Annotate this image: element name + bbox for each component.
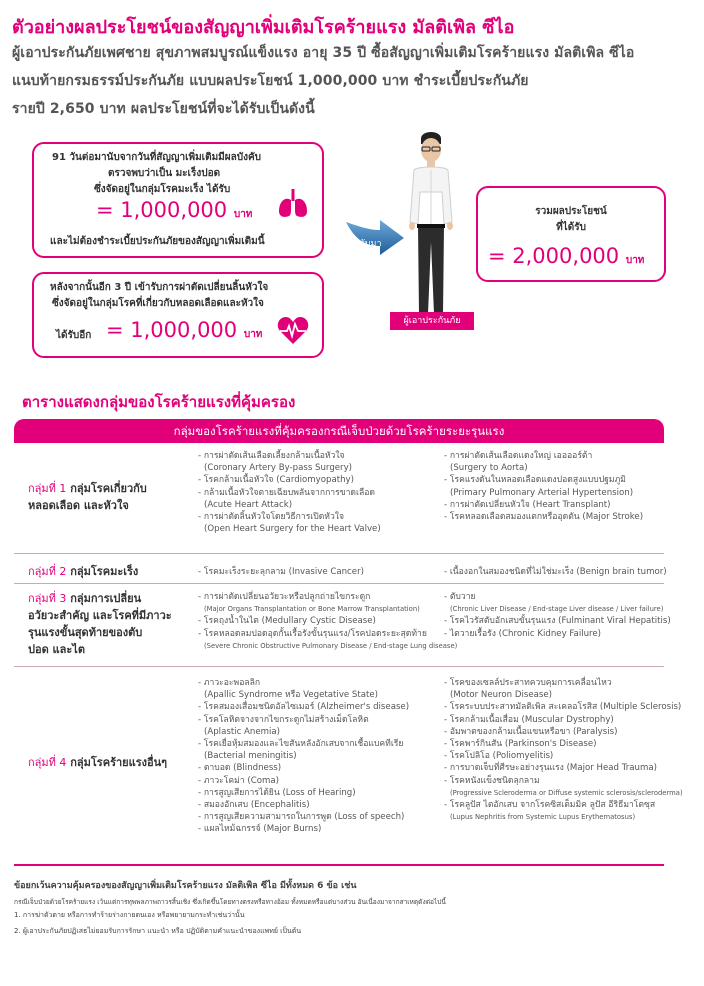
benefit2-unit: บาท <box>243 329 263 340</box>
total-amount: = 2,000,000 บาท <box>488 244 645 268</box>
benefit1-line4: และไม่ต้องชำระเบี้ยประกันภัยของสัญญาเพิ่มเติมนี้ <box>50 236 265 247</box>
intro-line-3: รายปี 2,650 บาท ผลประโยชน์ที่จะได้รับเป็นดังนี้ <box>12 101 315 117</box>
group-4-list-left: - ภาวะอะพอลลิก (Apallic Syndrome หรือ Vegetative State) - โรคสมองเสื่อมชนิดอัลไซเมอร์ (Alzheimer's disease) - โรคโลหิตจางจากไขกระดูกไม่สร้างเม็ดโลหิต (Aplastic Anemia) - โรคเยื่อหุ้มสมองและไขสันหลังอักเสบจากเชื้อแบคทีเรีย (Bacterial meningitis) - ตาบอด (Blindness) - ภาวะโคม่า (Coma) - การสูญเสียการได้ยิน (Loss of Hearing) - สมองอักเสบ (Encephalitis) - การสูญเสียความสามารถในการพูด (Loss of speech) - แผลไหม้ฉกรรจ์ (Major Burns) <box>198 678 410 835</box>
total-unit: บาท <box>625 255 645 266</box>
benefit2-line1: หลังจากนั้นอีก 3 ปี เข้ารับการผ่าตัดเปลี่ยนลิ้นหัวใจ <box>50 282 269 293</box>
group-1-list-left: - การผ่าตัดเส้นเลือดเลี้ยงกล้ามเนื้อหัวใจ (Coronary Artery By-pass Surgery) - โรคกล้ามเนื้อหัวใจ (Cardiomyopathy) - กล้ามเนื้อหัวใจตายเฉียบพลันจากการขาดเลือด (Acute Heart Attack) - การผ่าตัดลิ้นหัวใจโดยวิธีการเปิดหัวใจ (Open Heart Surgery for the Heart Valve) <box>198 451 381 535</box>
benefit2-amount: = 1,000,000 บาท <box>106 318 263 342</box>
exclusions-heading: ข้อยกเว้นความคุ้มครองของสัญญาเพิ่มเติมโรคร้ายแรง มัลติเพิล ซีไอ มีทั้งหมด 6 ข้อ เช่น <box>14 881 357 891</box>
insured-person-illustration <box>396 130 466 328</box>
benefit1-amount: = 1,000,000 บาท <box>96 198 253 222</box>
benefit1-line3: ซึ่งจัดอยู่ในกลุ่มโรคมะเร็ง ได้รับ <box>94 184 231 195</box>
total-benefit-box <box>476 186 666 282</box>
benefit-box-cancer <box>32 142 324 258</box>
group-1-list-right: - การผ่าตัดเส้นเลือดแดงใหญ่ เออออร์ต้า (Surgery to Aorta) - โรคแรงดันในหลอดเลือดแดงปอดสูงแบบปฐมภูมิ (Primary Pulmonary Arterial Hypertension) - การผ่าตัดเปลี่ยนหัวใจ (Heart Transplant) - โรคหลอดเลือดสมองแตกหรืออุดตัน (Major Stroke) <box>444 451 644 523</box>
group-4-name: กลุ่มที่ 4 กลุ่มโรคร้ายแรงอื่นๆ <box>28 756 168 769</box>
group-2-list-left: - โรคมะเร็งระยะลุกลาม (Invasive Cancer) <box>198 567 364 577</box>
insured-label: ผู้เอาประกันภัย <box>390 312 474 330</box>
group-2-list-right: - เนื้องอกในสมองชนิดที่ไม่ใช่มะเร็ง (Benign brain tumor) <box>444 567 667 577</box>
divider <box>14 583 664 584</box>
benefit1-line1: 91 วันต่อมานับจากวันที่สัญญาเพิ่มเติมมีผลบังคับ <box>52 152 262 163</box>
table-header: กลุ่มของโรคร้ายแรงที่คุ้มครองกรณีเจ็บป่วยด้วยโรคร้ายระยะรุนแรง <box>14 419 664 443</box>
benefit1-line2: ตรวจพบว่าเป็น มะเร็งปอด <box>108 168 221 179</box>
exclusion-item: 1. การฆ่าตัวตาย หรือการทำร้ายร่างกายตนเอง หรือพยายามกระทำเช่นว่านั้น <box>14 911 245 919</box>
total-line1: รวมผลประโยชน์ <box>535 206 607 217</box>
group-3-list-right: - ตับวาย (Chronic Liver Disease / End-stage Liver disease / Liver failure) - โรคไวรัสตับอักเสบขั้นรุนแรง (Fulminant Viral Hepatitis) - ไตวายเรื้อรัง (Chronic Kidney Failure) <box>444 592 671 639</box>
benefit2-line2: ซึ่งจัดอยู่ในกลุ่มโรคที่เกี่ยวกับหลอดเลือดและหัวใจ <box>52 298 264 309</box>
group-2-name: กลุ่มที่ 2 กลุ่มโรคมะเร็ง <box>28 565 139 578</box>
group-3-name: กลุ่มที่ 3 กลุ่มการเปลี่ยน อวัยวะสำคัญ และโรคที่มีภาวะ รุนแรงขั้นสุดท้ายของตับ ปอด และไต <box>28 592 172 656</box>
intro-line-2: แนบท้ายกรมธรรม์ประกันภัย แบบผลประโยชน์ 1,000,000 บาท ชำระเบี้ยประกันภัย <box>12 73 529 89</box>
benefit1-unit: บาท <box>233 209 253 220</box>
lungs-icon <box>276 186 310 220</box>
total-line2: ที่ได้รับ <box>556 222 586 233</box>
group-4-list-right: - โรคของเซลล์ประสาทควบคุมการเคลื่อนไหว (Motor Neuron Disease) - โรคระบบประสาทมัลติเพิล สะเคลอโรสิส (Multiple Sclerosis) - โรคกล้ามเนื้อเสื่อม (Muscular Dystrophy) - อัมพาตของกล้ามเนื้อแขนหรือขา (Paralysis) - โรคพาร์กินสัน (Parkinson's Disease) - โรคโปลิโอ (Poliomyelitis) - การบาดเจ็บที่ศีรษะอย่างรุนแรง (Major Head Trauma) - โรคหนังแข็งชนิดลุกลาม (Progressive Scleroderma or Diffuse systemic sclerosis/scleroderma) - โรคลูปัส ไตอักเสบ จากโรคซิสเต็มมิค ลูปัส อีริธีมาโตซุส (Lupus Nephritis from Systemic Lupus Erythematosus) <box>444 678 683 822</box>
heart-icon <box>276 314 310 346</box>
intro-line-1: ผู้เอาประกันภัยเพศชาย สุขภาพสมบูรณ์แข็งแรง อายุ 35 ปี ซื้อสัญญาเพิ่มเติมโรคร้ายแรง มัลติเพิล ซีไอ <box>12 45 635 61</box>
benefit-box-heart <box>32 272 324 358</box>
group-1-name: กลุ่มที่ 1 กลุ่มโรคเกี่ยวกับ หลอดเลือด และหัวใจ <box>28 482 147 512</box>
section-title: ตารางแสดงกลุ่มของโรคร้ายแรงที่คุ้มครอง <box>22 393 296 411</box>
group-3-list-left: - การผ่าตัดเปลี่ยนอวัยวะหรือปลูกถ่ายไขกระดูก (Major Organs Transplantation or Bone Marrow Transplantation) - โรคถุงน้ำในไต (Medullary Cystic Disease) - โรคหลอดลมปอดอุดกั้นเรื้อรังขั้นรุนแรง/โรคปอดระยะสุดท้าย (Severe Chronic Obstructive Pulmonary Disease / End-stage Lung disease) <box>198 592 458 650</box>
arrow-label: รับมา <box>360 239 382 249</box>
page-title: ตัวอย่างผลประโยชน์ของสัญญาเพิ่มเติมโรคร้ายแรง มัลติเพิล ซีไอ <box>12 17 515 38</box>
divider <box>14 666 664 667</box>
benefit2-prefix: ได้รับอีก <box>56 330 92 341</box>
divider <box>14 553 664 554</box>
exclusion-item: 2. ผู้เอาประกันภัยปฏิเสธไม่ยอมรับการรักษา แนะนำ หรือ ปฏิบัติตามคำแนะนำของแพทย์ เป็นต้น <box>14 927 302 935</box>
exclusions-intro: กรณีเจ็บป่วยด้วยโรคร้ายแรง เว้นแต่การทุพพลภาพถาวรสิ้นเชิง ซึ่งเกิดขึ้นโดยทางตรงหรือทางอ้อม ทั้งหมดหรือแต่บางส่วน อันเนื่องมาจากสาเหตุดังต่อไปนี้ <box>14 898 446 906</box>
table-bottom-border <box>14 864 664 866</box>
